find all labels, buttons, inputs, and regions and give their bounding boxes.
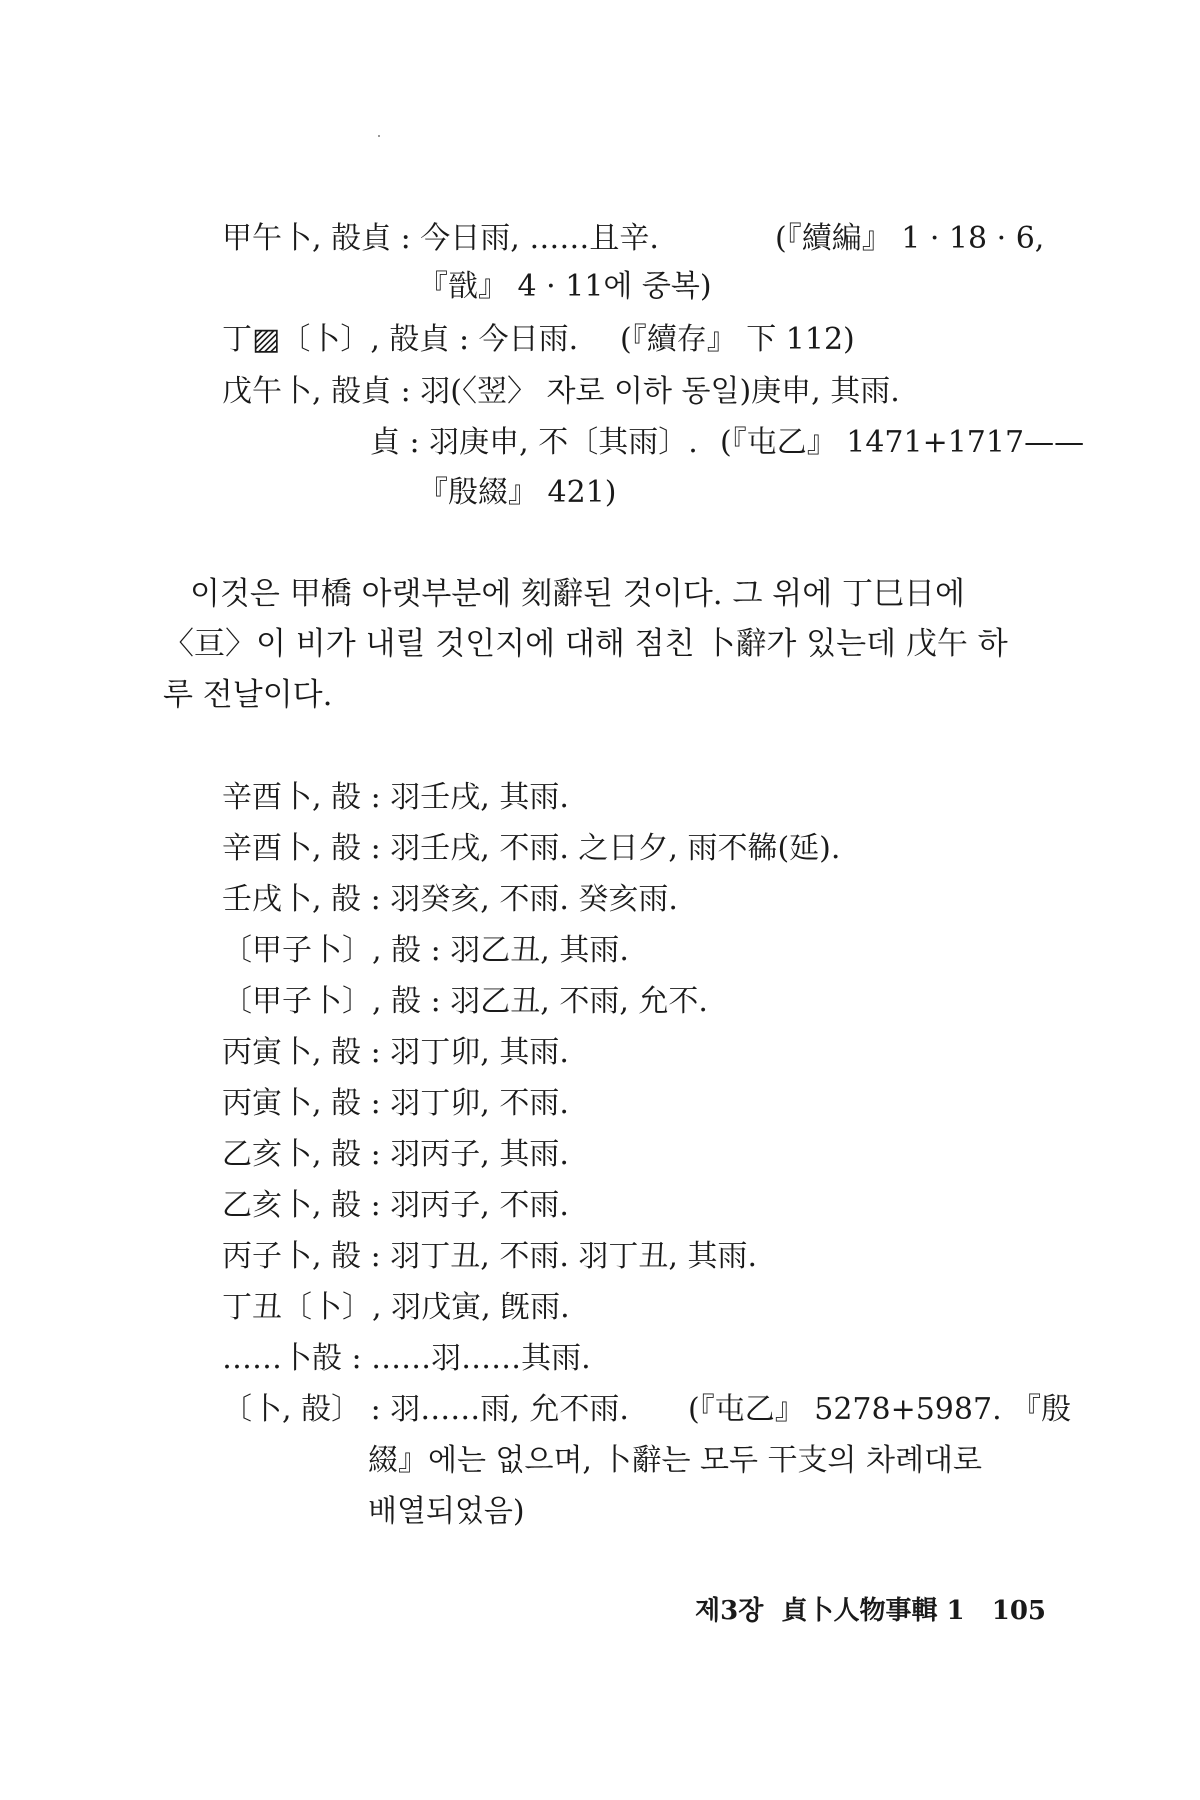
inscription-line: 甲午卜, 㱿貞 : 今日雨, ……且辛. <box>222 221 659 256</box>
citation-continued: 『戩』 4 · 11에 중복) <box>418 269 712 304</box>
inscription-line: 乙亥卜, 㱿 : 羽丙子, 不雨. <box>222 1188 569 1223</box>
citation: (『屯乙』 1471+1717—— <box>720 425 1085 460</box>
inscription-line: 乙亥卜, 㱿 : 羽丙子, 其雨. <box>222 1137 569 1172</box>
citation-continued: 배열되었음) <box>368 1494 525 1529</box>
body-text-line: 루 전날이다. <box>163 677 333 713</box>
inscription-line: 〔卜, 㱿〕 : 羽……雨, 允不雨. <box>222 1392 629 1427</box>
citation: (『續編』 1 · 18 · 6, <box>775 221 1045 256</box>
citation-continued: 綴』에는 없으며, 卜辭는 모두 干支의 차례대로 <box>368 1443 982 1478</box>
body-text-line: 〈亘〉이 비가 내릴 것인지에 대해 점친 卜辭가 있는데 戊午 하 <box>163 626 1008 662</box>
inscription-line: 壬戌卜, 㱿 : 羽癸亥, 不雨. 癸亥雨. <box>222 882 678 917</box>
inscription-line: ……卜㱿 : ……羽……其雨. <box>222 1341 591 1376</box>
chapter-label: 제3장 <box>695 1596 764 1626</box>
inscription-line: 〔甲子卜〕, 㱿 : 羽乙丑, 其雨. <box>222 933 629 968</box>
inscription-line: 丁▨〔卜〕, 㱿貞 : 今日雨. <box>222 322 579 357</box>
inscription-line: 丙子卜, 㱿 : 羽丁丑, 不雨. 羽丁丑, 其雨. <box>222 1239 758 1274</box>
citation: (『屯乙』 5278+5987. 『殷 <box>688 1392 1072 1427</box>
inscription-line: 〔甲子卜〕, 㱿 : 羽乙丑, 不雨, 允不. <box>222 984 708 1019</box>
body-text-line: 이것은 甲橋 아랫부분에 刻辭된 것이다. 그 위에 丁巳日에 <box>190 576 965 612</box>
citation: (『續存』 下 112) <box>620 322 855 357</box>
chapter-title: 貞卜人物事輯 1 <box>781 1596 965 1626</box>
speck-mark <box>378 135 380 137</box>
running-footer <box>695 1590 1046 1627</box>
citation-continued: 『殷綴』 421) <box>418 475 617 510</box>
inscription-line: 丙寅卜, 㱿 : 羽丁卯, 其雨. <box>222 1035 569 1070</box>
inscription-line: 丙寅卜, 㱿 : 羽丁卯, 不雨. <box>222 1086 569 1121</box>
inscription-line: 丁丑〔卜〕, 羽戊寅, 旣雨. <box>222 1290 570 1325</box>
page-number: 105 <box>991 1596 1047 1626</box>
inscription-line: 戊午卜, 㱿貞 : 羽(〈翌〉 자로 이하 동일)庚申, 其雨. <box>222 374 900 409</box>
inscription-line: 貞 : 羽庚申, 不〔其雨〕. <box>370 425 698 460</box>
inscription-line: 辛酉卜, 㱿 : 羽壬戌, 不雨. 之日夕, 雨不㣈(延). <box>222 831 841 866</box>
inscription-line: 辛酉卜, 㱿 : 羽壬戌, 其雨. <box>222 780 569 815</box>
